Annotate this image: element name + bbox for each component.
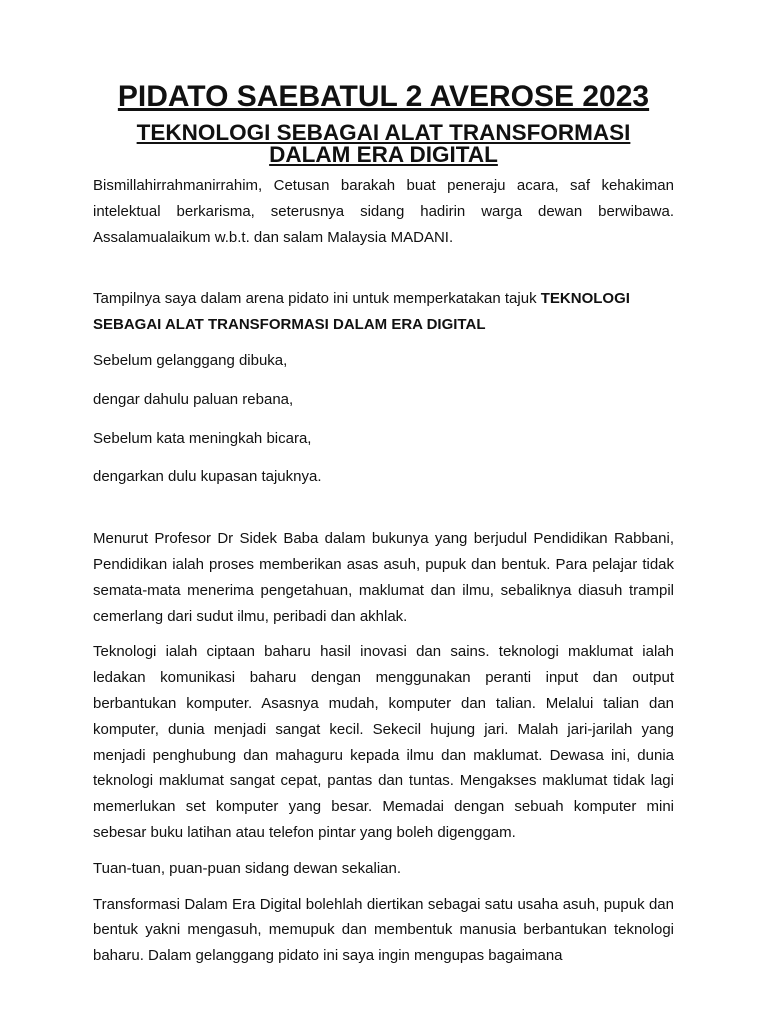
education-paragraph: Menurut Profesor Dr Sidek Baba dalam bukunya yang berjudul Pendidikan Rabbani, Pendidikan ialah proses memberikan asas asuh, pupuk dan bentuk. Para pelajar tidak semata-mata menerima pengetahuan, maklumat dan ilmu, sebaliknya diasuh trampil cemerlang dari sudut ilmu, peribadi dan akhlak.	[93, 530, 674, 625]
document-title: PIDATO SAEBATUL 2 AVEROSE 2023	[117, 80, 650, 113]
verse-line-3: Sebelum kata meningkah bicara,	[93, 429, 312, 447]
transformation-paragraph: Transformasi Dalam Era Digital bolehlah diertikan sebagai satu usaha asuh, pupuk dan bentuk yakni mengasuh, memupuk dan membentuk manusia berbantukan teknologi baharu. Dalam gelanggang pidato ini saya ingin mengupas bagaimana	[93, 895, 674, 965]
verse-line-2: dengar dahulu paluan rebana,	[93, 390, 294, 408]
document-body	[93, 80, 674, 969]
topic-intro-text: Tampilnya saya dalam arena pidato ini untuk memperkatakan tajuk	[93, 290, 541, 308]
address-line: Tuan-tuan, puan-puan sidang dewan sekalian.	[93, 859, 401, 877]
technology-paragraph: Teknologi ialah ciptaan baharu hasil inovasi dan sains. teknologi maklumat ialah ledakan komunikasi baharu dengan menggunakan peranti input dan output berbantukan komputer. Asasnya mudah, komputer dan talian. Melalui talian dan komputer, dunia menjadi sangat kecil. Sekecil hujung jari. Malah jari-jarilah yang menjadi penghubung dan mahaguru kepada ilmu dan maklumat. Dewasa ini, dunia teknologi maklumat sangat cepat, pantas dan tuntas. Mengakses maklumat tidak lagi memerlukan set komputer yang besar. Memadai dengan sebuah komputer mini sebesar buku latihan atau telefon pintar yang boleh digenggam.	[93, 643, 674, 841]
opening-paragraph: Bismillahirrahmanirrahim, Cetusan barakah buat peneraju acara, saf kehakiman intelektual berkarisma, seterusnya sidang hadirin warga dewan berwibawa. Assalamualaikum w.b.t. dan salam Malaysia MADANI.	[93, 177, 674, 246]
verse-line-4: dengarkan dulu kupasan tajuknya.	[93, 468, 322, 486]
topic-paragraph	[93, 286, 674, 338]
document-subtitle: TEKNOLOGI SEBAGAI ALAT TRANSFORMASI DALAM ERA DIGITAL	[136, 120, 631, 167]
topic-title-bold: TEKNOLOGI SEBAGAI ALAT TRANSFORMASI DALAM ERA DIGITAL	[93, 290, 630, 334]
verse-line-1: Sebelum gelanggang dibuka,	[93, 351, 288, 369]
